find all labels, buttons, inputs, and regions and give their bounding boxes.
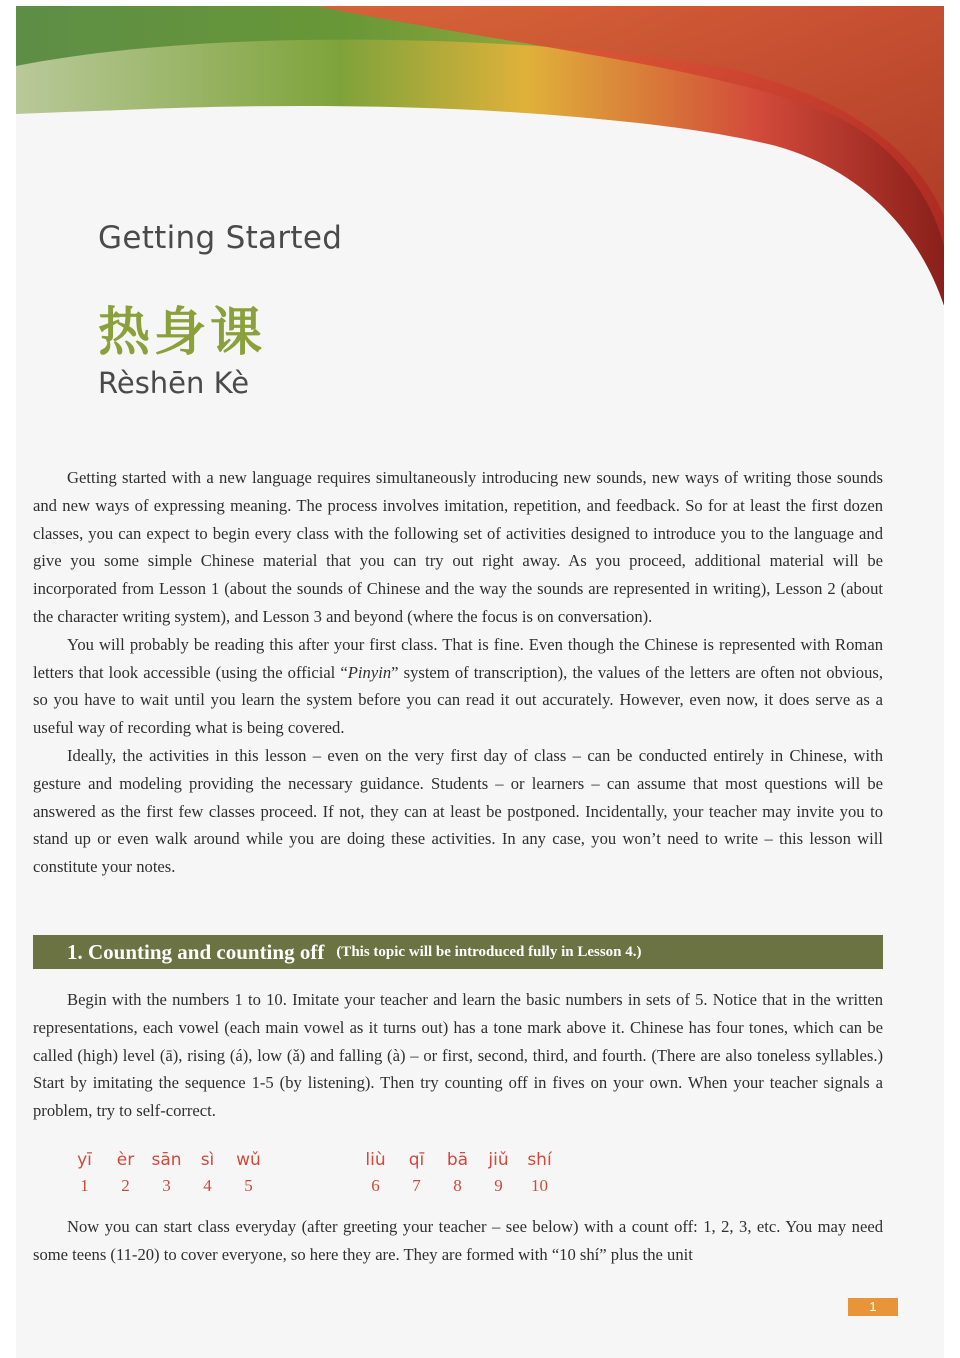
- number-cell: [519, 1146, 560, 1198]
- book-page: [16, 6, 944, 1358]
- number-cell: [437, 1146, 478, 1198]
- pinyin-term: Pinyin: [347, 662, 392, 682]
- number-pinyin: bā: [446, 1150, 469, 1170]
- section-paragraph-1: Begin with the numbers 1 to 10. Imitate your teacher and learn the basic numbers in sets of 5. Notice that in the written representations, each vowel (each main vowel as it turns out) has a tone mark above it. Chinese has four tones, which can be called (high) level (ā), rising (á), low (ǎ) and falling (à) – or first, second, third, and fourth. (There are also toneless syllables.) Start by imitating the sequence 1-5 (by listening). Then try counting off in fives on your own. When your teacher signals a problem, try to self-correct.: [33, 990, 883, 1121]
- number-pinyin: wǔ: [236, 1150, 261, 1170]
- numbers-group-6-10: [355, 1146, 560, 1198]
- number-cell: [105, 1146, 146, 1198]
- number-digit: 6: [371, 1176, 380, 1195]
- number-cell: [478, 1146, 519, 1198]
- number-pinyin: yī: [77, 1150, 92, 1170]
- lesson-title-chinese: 热身课: [98, 303, 267, 363]
- section-heading-bar: [33, 935, 883, 969]
- number-pinyin: jiǔ: [488, 1150, 509, 1170]
- intro-paragraph-3: Ideally, the activities in this lesson – even on the very first day of class – can be conducted entirely in Chinese, with gesture and modeling providing the necessary guidance. Students – or learners – can assume that most questions will be answered as the first few classes proceed. If not, they can at least be postponed. Incidentally, your teacher may invite you to stand up or even walk around while you are doing these activities. In any case, you won’t need to write – this lesson will constitute your notes.: [33, 745, 883, 877]
- intro-paragraph-1: Getting started with a new language requires simultaneously introducing new sounds, new ways of writing those sounds and new ways of expressing meaning. The process involves imitation, repetition, and feedback. So for at least the first dozen classes, you can expect to begin every class with the following set of activities designed to introduce you to the language and give you some simple Chinese material that you can try out right away. As you proceed, additional material will be incorporated from Lesson 1 (about the sounds of Chinese and the way the sounds are represented in writing), Lesson 2 (about the character writing system), and Lesson 3 and beyond (where the focus is on conversation).: [33, 468, 883, 626]
- number-pinyin: sān: [151, 1150, 182, 1170]
- intro-text: [33, 464, 883, 881]
- section-text: [33, 986, 883, 1125]
- intro-paragraph-2: [33, 631, 883, 742]
- section-note: (This topic will be introduced fully in Lesson 4.): [336, 943, 642, 960]
- number-digit: 1: [80, 1176, 89, 1195]
- number-pinyin: liù: [365, 1150, 386, 1170]
- section-text-continued: [33, 1213, 883, 1269]
- page-number: 1: [848, 1298, 898, 1316]
- number-table: [64, 1146, 624, 1202]
- number-digit: 5: [244, 1176, 253, 1195]
- number-digit: 7: [412, 1176, 421, 1195]
- number-cell: [396, 1146, 437, 1198]
- number-pinyin: shí: [527, 1150, 552, 1170]
- number-digit: 9: [494, 1176, 503, 1195]
- number-cell: [355, 1146, 396, 1198]
- section-title: 1. Counting and counting off: [67, 939, 325, 964]
- number-digit: 8: [453, 1176, 462, 1195]
- number-digit: 3: [162, 1176, 171, 1195]
- number-digit: 4: [203, 1176, 212, 1195]
- numbers-group-1-5: [64, 1146, 269, 1198]
- number-digit: 2: [121, 1176, 130, 1195]
- number-cell: [64, 1146, 105, 1198]
- intro-paragraph-2-part-b: ” system of transcription), the values of the letters are often not obvious, so you have to wait until you learn the system before you can read it out accurately. However, even now, it does serve as a useful way of recording what is being covered.: [33, 662, 883, 738]
- lesson-title-english: Getting Started: [98, 220, 343, 256]
- intro-paragraph-2-part-a: You will probably be reading this after your first class. That is fine. Even though the Chinese is represented with Roman letters that look accessible (using the official “: [33, 634, 883, 682]
- lesson-title-pinyin: Rèshēn Kè: [98, 366, 250, 400]
- number-cell: [187, 1146, 228, 1198]
- number-pinyin: qī: [408, 1150, 425, 1170]
- number-pinyin: èr: [116, 1150, 135, 1170]
- number-digit: 10: [531, 1176, 548, 1195]
- number-pinyin: sì: [200, 1150, 215, 1170]
- number-cell: [146, 1146, 187, 1198]
- section-paragraph-2: Now you can start class everyday (after greeting your teacher – see below) with a count off: 1, 2, 3, etc. You may need some teens (11-20) to cover everyone, so here they are. They are formed with “10 shí” plus the unit: [33, 1217, 883, 1264]
- number-cell: [228, 1146, 269, 1198]
